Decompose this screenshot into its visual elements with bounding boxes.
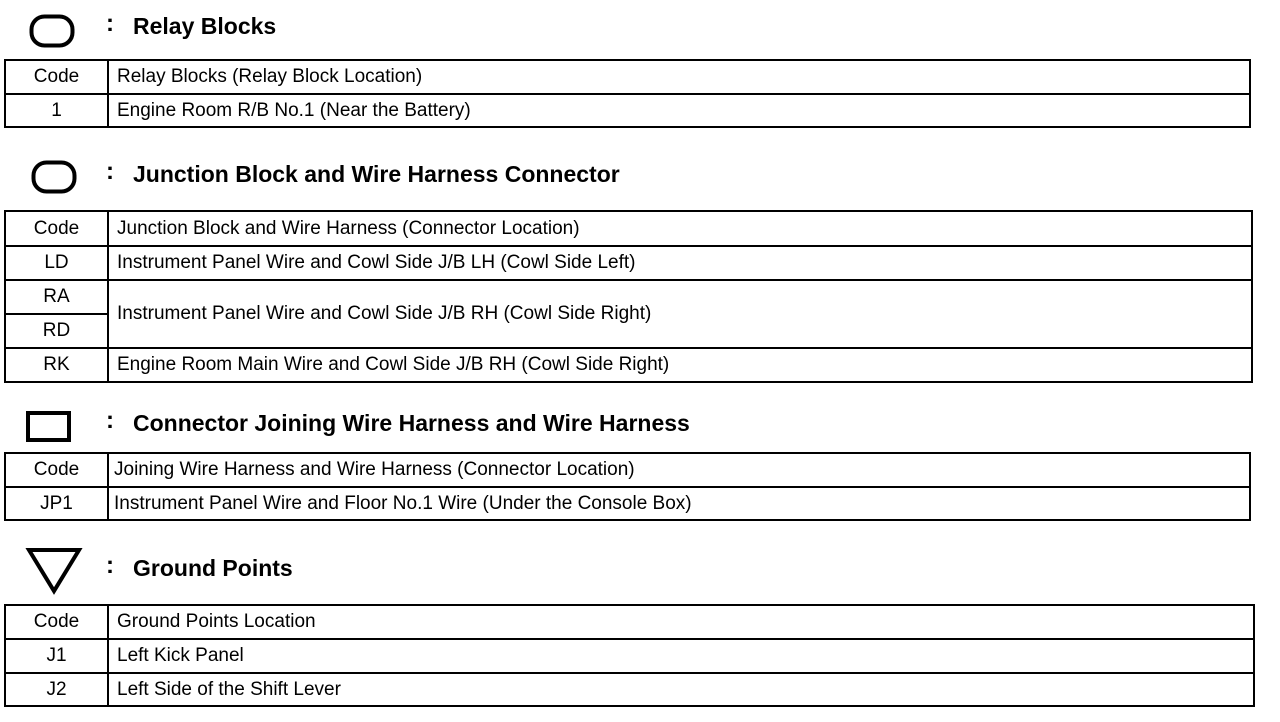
table-row [5,94,1250,127]
code-cell: RK [5,348,108,382]
location-cell: Instrument Panel Wire and Floor No.1 Wire (Under the Console Box) [108,487,1250,520]
connector-joining-table [4,452,1251,521]
location-cell: Instrument Panel Wire and Cowl Side J/B RH (Cowl Side Right) [108,280,1252,348]
location-cell: Engine Room Main Wire and Cowl Side J/B RH (Cowl Side Right) [108,348,1252,382]
code-cell: J1 [5,639,108,673]
section-title: Relay Blocks [133,13,277,39]
code-column-header: Code [5,60,108,94]
location-cell: Left Side of the Shift Lever [108,673,1254,706]
location-column-header: Joining Wire Harness and Wire Harness (Connector Location) [108,453,1250,487]
section-header-connector-joining [0,405,1280,445]
table-row [5,280,1252,314]
section-header-ground-points [0,550,1280,590]
rounded-rectangle-icon [31,160,77,194]
location-column-header: Junction Block and Wire Harness (Connector Location) [108,211,1252,246]
relay-blocks-table [4,59,1251,128]
table-row [5,348,1252,382]
location-column-header: Ground Points Location [108,605,1254,639]
section-title: Junction Block and Wire Harness Connector [133,161,620,187]
location-cell: Left Kick Panel [108,639,1254,673]
table-row [5,673,1254,706]
code-cell: JP1 [5,487,108,520]
location-column-header: Relay Blocks (Relay Block Location) [108,60,1250,94]
code-cell: RD [5,314,108,348]
code-column-header: Code [5,211,108,246]
table-header-row [5,605,1254,639]
location-cell: Engine Room R/B No.1 (Near the Battery) [108,94,1250,127]
table-header-row [5,453,1250,487]
junction-block-table [4,210,1253,383]
table-row [5,246,1252,280]
code-cell: 1 [5,94,108,127]
rounded-rectangle-icon [29,14,75,48]
code-cell: J2 [5,673,108,706]
table-header-row [5,211,1252,246]
table-row [5,487,1250,520]
table-header-row [5,60,1250,94]
code-cell: LD [5,246,108,280]
section-header-junction-block [0,156,1280,196]
section-title: Connector Joining Wire Harness and Wire Harness [133,410,690,436]
section-header-relay-blocks [0,8,1280,48]
section-colon: : [106,552,114,579]
code-column-header: Code [5,453,108,487]
code-cell: RA [5,280,108,314]
rectangle-icon [26,411,72,443]
section-colon: : [106,10,114,37]
section-colon: : [106,407,114,434]
table-row [5,639,1254,673]
inverted-triangle-icon [25,546,83,596]
ground-points-table [4,604,1255,707]
section-colon: : [106,158,114,185]
code-column-header: Code [5,605,108,639]
section-title: Ground Points [133,555,293,581]
location-cell: Instrument Panel Wire and Cowl Side J/B LH (Cowl Side Left) [108,246,1252,280]
